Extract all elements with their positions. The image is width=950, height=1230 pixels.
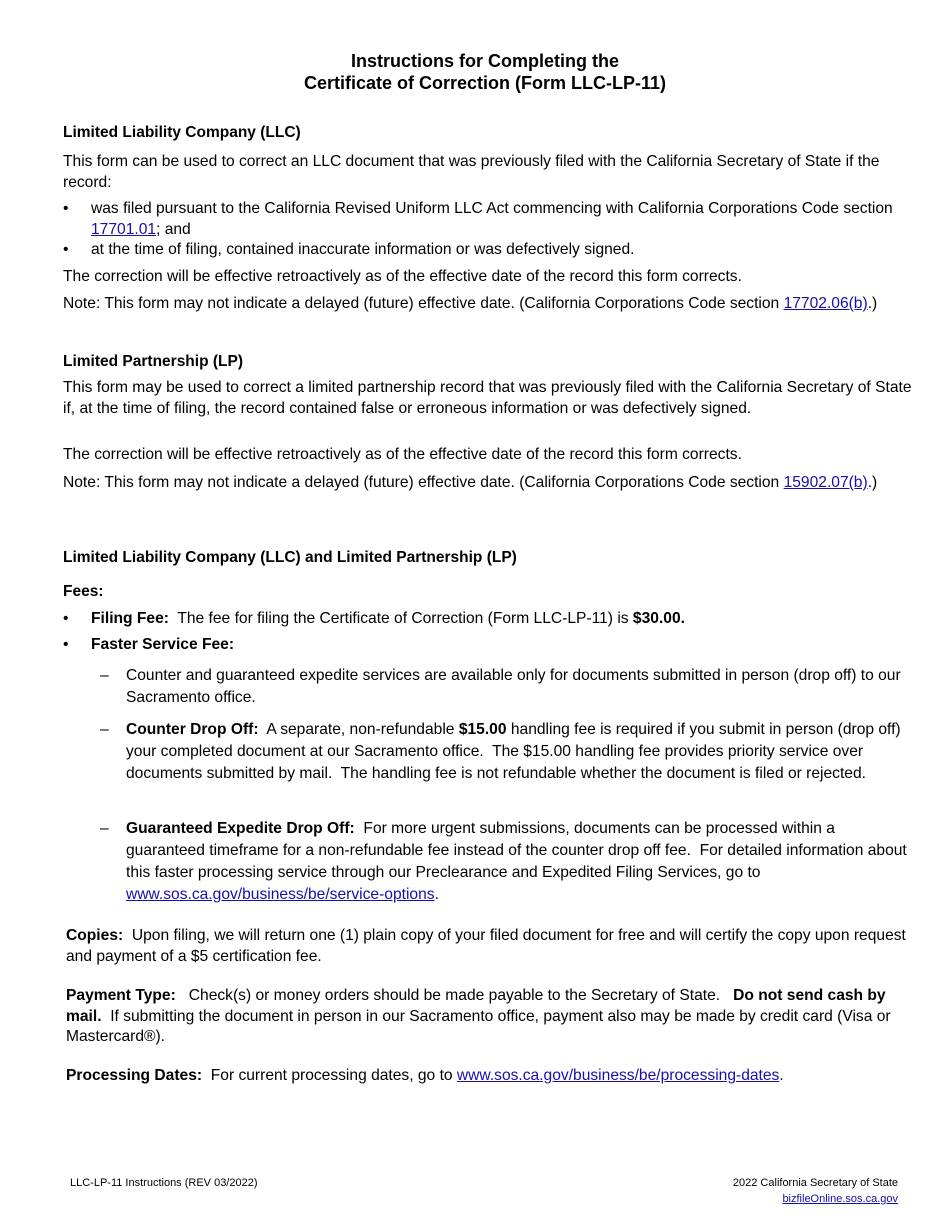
dash-item-1 (100, 665, 910, 711)
llc-intro: This form can be used to correct an LLC document that was previously filed with the California Secretary of State if the record: (63, 153, 880, 191)
llc-bullet-1 (63, 199, 913, 241)
llc-note-text: Note: This form may not indicate a delayed (future) effective date. (California Corporations Code section (63, 295, 784, 312)
bullet-icon: • (63, 241, 69, 258)
bullet-icon: • (63, 200, 69, 217)
dash-icon: – (100, 820, 109, 837)
title-line-2: Certificate of Correction (Form LLC-LP-11) (303, 73, 667, 93)
lp-note-text: Note: This form may not indicate a delayed (future) effective date. (California Corporations Code section (63, 474, 784, 491)
payment-text-cont: If submitting the document in person in our Sacramento office, payment also may be made by credit card (Visa or Mastercard®). (66, 1007, 895, 1045)
counter-drop-off-label: Counter Drop Off: (126, 721, 259, 738)
llc-note-suffix: .) (867, 295, 878, 312)
dash-item-2 (100, 719, 910, 809)
footer-right (733, 1175, 898, 1207)
payment-label: Payment Type: (66, 987, 176, 1004)
link-15902-07b[interactable]: 15902.07(b) (783, 474, 868, 491)
bullet-icon: • (63, 636, 69, 653)
llc-effective: The correction will be effective retroactively as of the effective date of the record this form corrects. (63, 268, 742, 285)
footer-copyright: 2022 California Secretary of State (732, 1177, 898, 1189)
llc-note (63, 294, 913, 315)
lp-note (63, 473, 913, 494)
llc-bullet-1-text: was filed pursuant to the California Revised Uniform LLC Act commencing with California Corporations Code section (91, 200, 893, 217)
processing-paragraph (66, 1066, 906, 1087)
document-title (0, 50, 950, 94)
dash-item-3-suffix: . (434, 886, 439, 903)
processing-text: For current processing dates, go to (202, 1067, 457, 1084)
link-17702-06b[interactable]: 17702.06(b) (783, 295, 868, 312)
faster-service-label: Faster Service Fee: (91, 636, 235, 653)
guaranteed-expedite-label: Guaranteed Expedite Drop Off: (126, 820, 355, 837)
bullet-icon: • (63, 610, 69, 627)
bizfile-online-link[interactable]: bizfileOnline.sos.ca.gov (782, 1193, 898, 1205)
combined-heading: Limited Liability Company (LLC) and Limited Partnership (LP) (63, 549, 517, 566)
llc-bullet-2 (63, 240, 913, 262)
title-line-1: Instructions for Completing the (351, 51, 619, 71)
processing-suffix: . (779, 1067, 784, 1084)
payment-paragraph (66, 986, 896, 1048)
processing-dates-link[interactable]: www.sos.ca.gov/business/be/processing-dates (456, 1067, 780, 1084)
llc-heading: Limited Liability Company (LLC) (63, 124, 301, 141)
payment-text: Check(s) or money orders should be made payable to the Secretary of State. (175, 987, 734, 1004)
faster-service-bullet (63, 635, 913, 657)
llc-bullet-1-suffix: ; and (156, 220, 191, 238)
dash-item-2-text: A separate, non-refundable (258, 721, 459, 738)
lp-intro: This form may be used to correct a limited partnership record that was previously filed with the California Secretary of State if, at the time of filing, the record contained false or erroneous information or was defectively signed. (63, 379, 912, 417)
dash-icon: – (100, 667, 109, 684)
no-cash-warning: Do not send cash by mail. (66, 987, 886, 1025)
filing-fee-bullet (63, 609, 913, 631)
dash-item-2-text-cont: handling fee is required if you submit in person (drop off) your completed document at our Sacramento office. The $15.00 handling fee provides priority service over documents submitted by mail. The handling fee is not refundable whether the document is filed or rejected. (126, 721, 905, 782)
link-17701-01[interactable]: 17701.01 (91, 220, 157, 238)
llc-bullet-2-text: at the time of filing, contained inaccurate information or was defectively signed. (91, 241, 635, 258)
handling-fee-amount: $15.00 (458, 721, 507, 738)
dash-icon: – (100, 721, 109, 738)
dash-item-3 (100, 818, 910, 908)
copies-paragraph (66, 926, 911, 967)
lp-note-suffix: .) (867, 474, 878, 491)
filing-fee-label: Filing Fee: (91, 610, 169, 627)
lp-heading: Limited Partnership (LP) (63, 353, 243, 370)
service-options-link[interactable]: www.sos.ca.gov/business/be/service-options (126, 886, 435, 903)
fees-label: Fees: (63, 583, 104, 600)
copies-text: Upon filing, we will return one (1) plain copy of your filed document for free and will certify the copy upon request and payment of a $5 certification fee. (66, 927, 911, 965)
processing-label: Processing Dates: (66, 1067, 203, 1084)
dash-item-3-text: For more urgent submissions, documents can be processed within a guaranteed timeframe for a non-refundable fee instead of the counter drop off fee. For detailed information about this faster processing service through our Preclearance and Expedited Filing Services, go to (126, 820, 912, 881)
filing-fee-amount: $30.00. (632, 610, 685, 627)
dash-item-1-text: Counter and guaranteed expedite services are available only for documents submitted in person (drop off) to our Sacramento office. (126, 667, 901, 706)
filing-fee-text: The fee for filing the Certificate of Correction (Form LLC-LP-11) is (168, 610, 633, 627)
footer-form-id: LLC-LP-11 Instructions (REV 03/2022) (70, 1177, 258, 1189)
copies-label: Copies: (66, 927, 124, 944)
lp-effective: The correction will be effective retroactively as of the effective date of the record this form corrects. (63, 446, 742, 463)
